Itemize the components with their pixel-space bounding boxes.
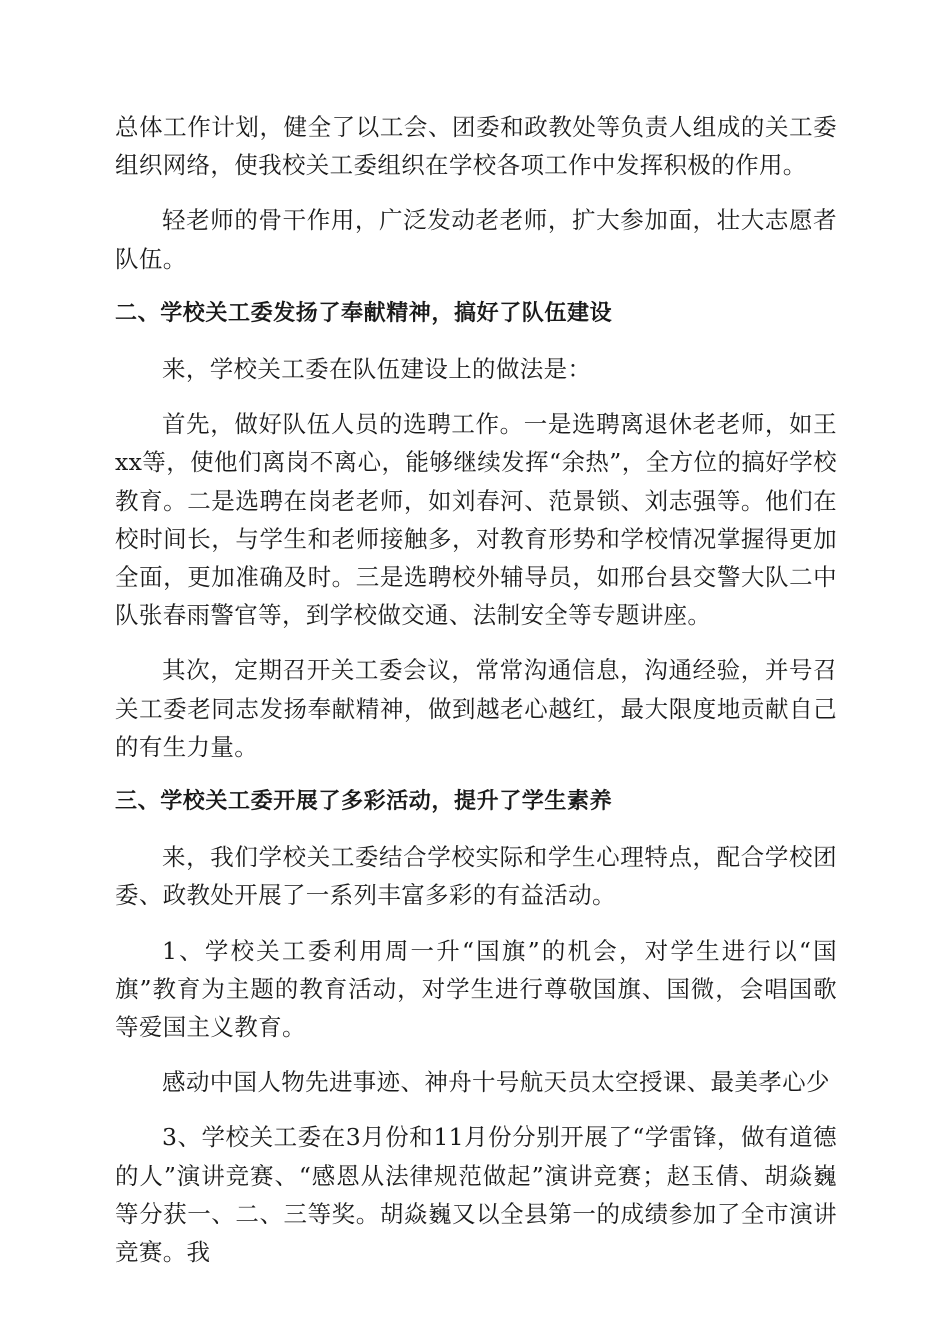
section-heading-activities: 三、学校关工委开展了多彩活动，提升了学生素养: [115, 789, 613, 815]
paragraph-activities-intro: 来，我们学校关工委结合学校实际和学生心理特点，配合学校团委、政教处开展了一系列丰富多彩的有益活动。: [115, 843, 837, 910]
paragraph-organization-network: 总体工作计划，健全了以工会、团委和政教处等负责人组成的关工委组织网络，使我校关工委组织在学校各项工作中发挥积极的作用。: [115, 113, 837, 180]
paragraph-staff-selection: 首先，做好队伍人员的选聘工作。一是选聘离退休老老师，如王xx等，使他们离岗不离心，能够继续发挥“余热”，全方位的搞好学校教育。二是选聘在岗老老师，如刘春河、范景锁、刘志强等。他们在校时间长，与学生和老师接触多，对教育形势和学校情况掌握得更加全面，更加准确及时。三是选聘校外辅导员，如邢台县交警大队二中队张春雨警官等，到学校做交通、法制安全等专题讲座。: [115, 410, 837, 630]
paragraph-flag-education: 1、学校关工委利用周一升“国旗”的机会，对学生进行以“国旗”教育为主题的教育活动，对学生进行尊敬国旗、国微，会唱国歌等爱国主义教育。: [115, 936, 837, 1042]
paragraph-volunteer-team: 轻老师的骨干作用，广泛发动老老师，扩大参加面，壮大志愿者队伍。: [115, 206, 837, 273]
paragraph-team-approach: 来，学校关工委在队伍建设上的做法是：: [162, 355, 592, 384]
paragraph-regular-meetings: 其次，定期召开关工委会议，常常沟通信息，沟通经验，并号召关工委老同志发扬奉献精神，做到越老心越红，最大限度地贡献自己的有生力量。: [115, 656, 837, 761]
paragraph-speech-contests: 3、学校关工委在3月份和11月份分别开展了“学雷锋，做有道德的人”演讲竞赛、“感恩从法律规范做起”演讲竞赛；赵玉倩、胡焱巍等分获一、二、三等奖。胡焱巍又以全县第一的成绩参加了全市演讲竞赛。我: [115, 1123, 837, 1267]
paragraph-role-models: 感动中国人物先进事迹、神舟十号航天员太空授课、最美孝心少: [162, 1068, 830, 1097]
document-body: [115, 108, 837, 1271]
section-heading-team-building: 二、学校关工委发扬了奉献精神，搞好了队伍建设: [115, 300, 613, 326]
